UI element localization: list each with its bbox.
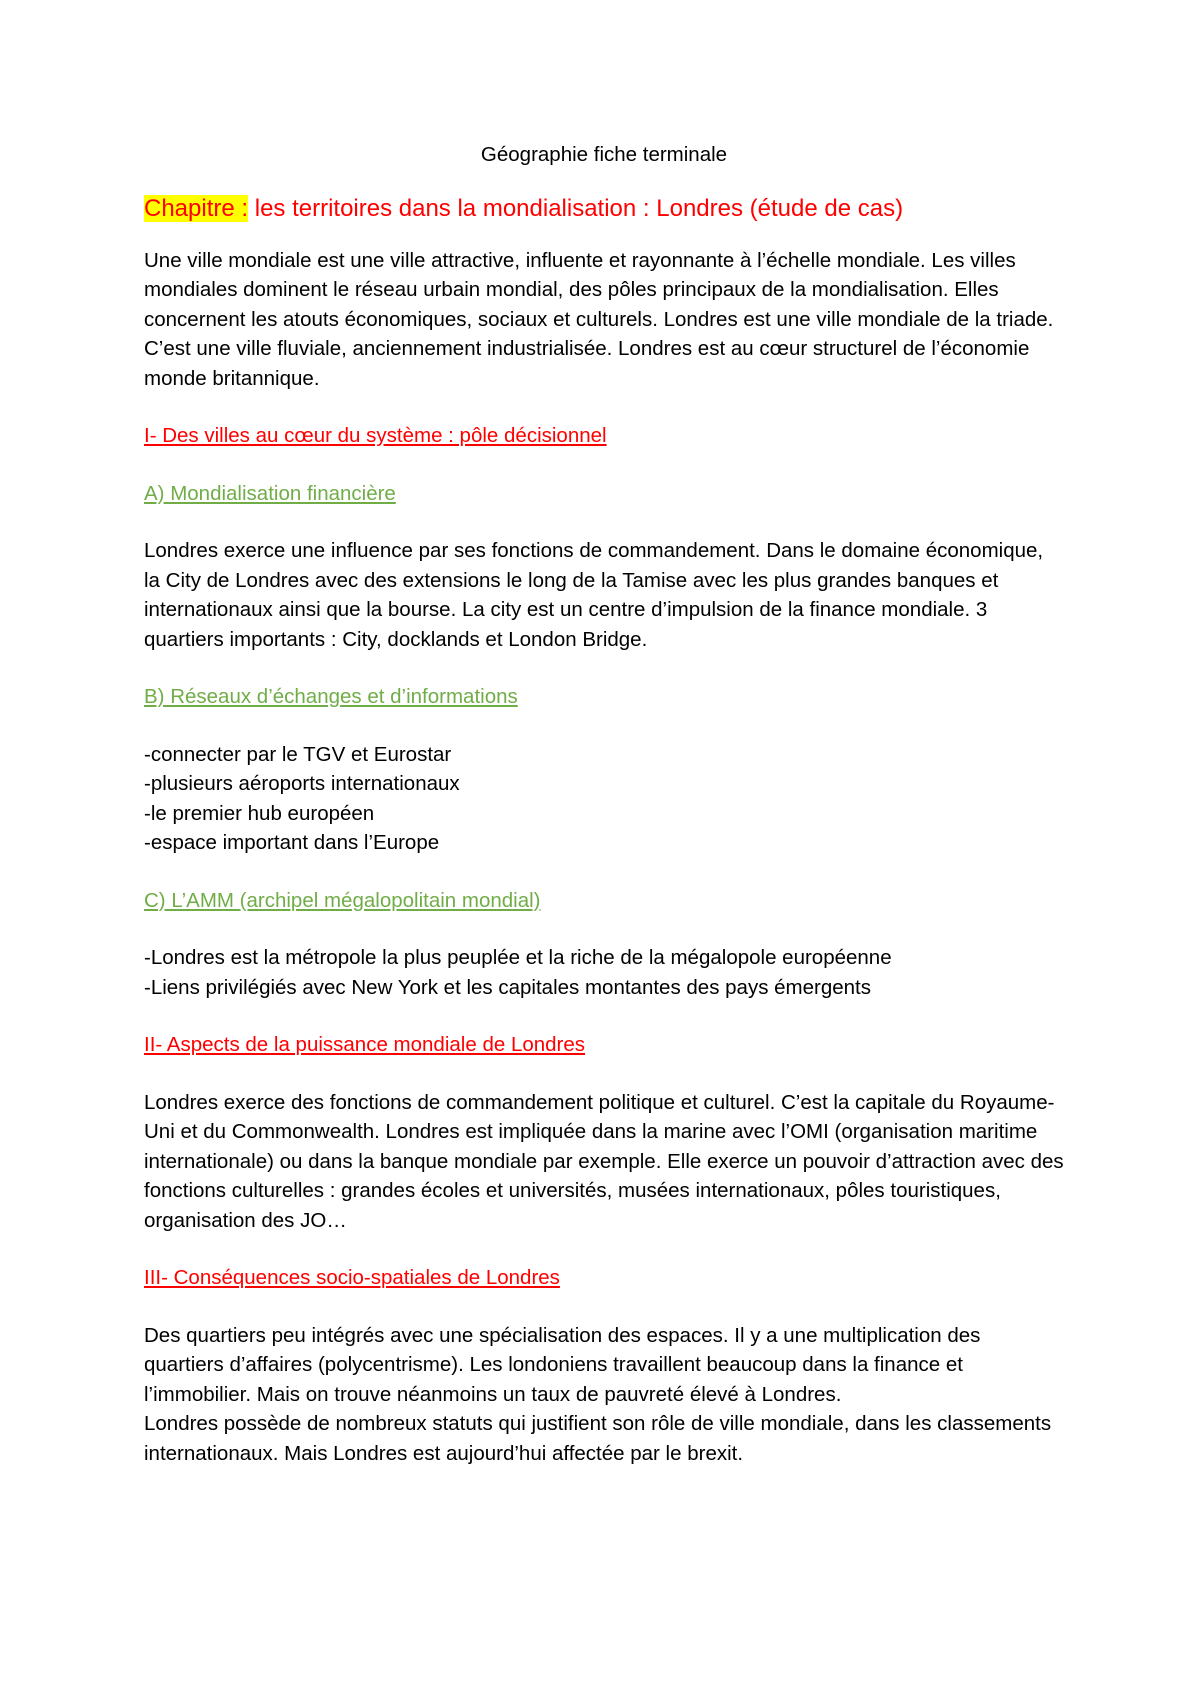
document-title: Géographie fiche terminale	[480, 143, 728, 166]
section-3-paragraph-1: Des quartiers peu intégrés avec une spécialisation des espaces. Il y a une multiplication des quartiers d’affaires (polycentrisme). Les londoniens travaillent beaucoup dans la finance et l’immobilier. Mais on trouve néanmoins un taux de pauvreté élevé à Londres.	[144, 1323, 981, 1406]
document-body	[144, 140, 1064, 1496]
chapter-heading	[144, 192, 1064, 226]
list-item: -Londres est la métropole la plus peuplée et la riche de la mégalopole européenne	[144, 946, 892, 969]
chapter-title: les territoires dans la mondialisation : Londres (étude de cas)	[248, 194, 904, 222]
section-2-paragraph: Londres exerce des fonctions de commandement politique et culturel. C’est la capitale du Royaume-Uni et du Commonwealth. Londres est impliquée dans la marine avec l’OMI (organisation maritime internationale) ou dans la banque mondiale par exemple. Elle exerce un pouvoir d’attraction avec des fonctions culturelles : grandes écoles et universités, musées internationaux, pôles touristiques, organisation des JO…	[144, 1090, 1064, 1232]
section-1b-list	[144, 740, 1064, 858]
section-1a-paragraph: Londres exerce une influence par ses fonctions de commandement. Dans le domaine économique, la City de Londres avec des extensions le long de la Tamise avec les plus grandes banques et internationaux ainsi que la bourse. La city est un centre d’impulsion de la finance mondiale. 3 quartiers importants : City, docklands et London Bridge.	[144, 539, 1044, 651]
list-item: -espace important dans l’Europe	[144, 831, 440, 854]
section-2-heading: II- Aspects de la puissance mondiale de Londres	[144, 1033, 586, 1056]
section-1c-heading: C) L’AMM (archipel mégalopolitain mondial)	[144, 888, 541, 912]
list-item: -connecter par le TGV et Eurostar	[144, 742, 452, 766]
list-item: -Liens privilégiés avec New York et les capitales montantes des pays émergents	[144, 975, 871, 999]
list-item: -le premier hub européen	[144, 801, 375, 825]
list-item: -plusieurs aéroports internationaux	[144, 772, 460, 795]
section-3-paragraph-2: Londres possède de nombreux statuts qui justifient son rôle de ville mondiale, dans les classements internationaux. Mais Londres est aujourd’hui affectée par le brexit.	[144, 1412, 1052, 1465]
chapter-label: Chapitre :	[144, 194, 249, 222]
section-3-heading: III- Conséquences socio-spatiales de Londres	[144, 1266, 560, 1289]
section-1-heading: I- Des villes au cœur du système : pôle décisionnel	[144, 424, 607, 447]
section-1c-list	[144, 943, 1064, 1002]
section-1b-heading: B) Réseaux d’échanges et d’informations	[144, 685, 518, 708]
section-1a-heading: A) Mondialisation financière	[144, 481, 396, 505]
intro-paragraph: Une ville mondiale est une ville attractive, influente et rayonnante à l’échelle mondiale. Les villes mondiales dominent le réseau urbain mondial, des pôles principaux de la mondialisation. Elles concernent les atouts économiques, sociaux et culturels. Londres est une ville mondiale de la triade. C’est une ville fluviale, anciennement industrialisée. Londres est au cœur structurel de l’économie monde britannique.	[144, 248, 1054, 390]
